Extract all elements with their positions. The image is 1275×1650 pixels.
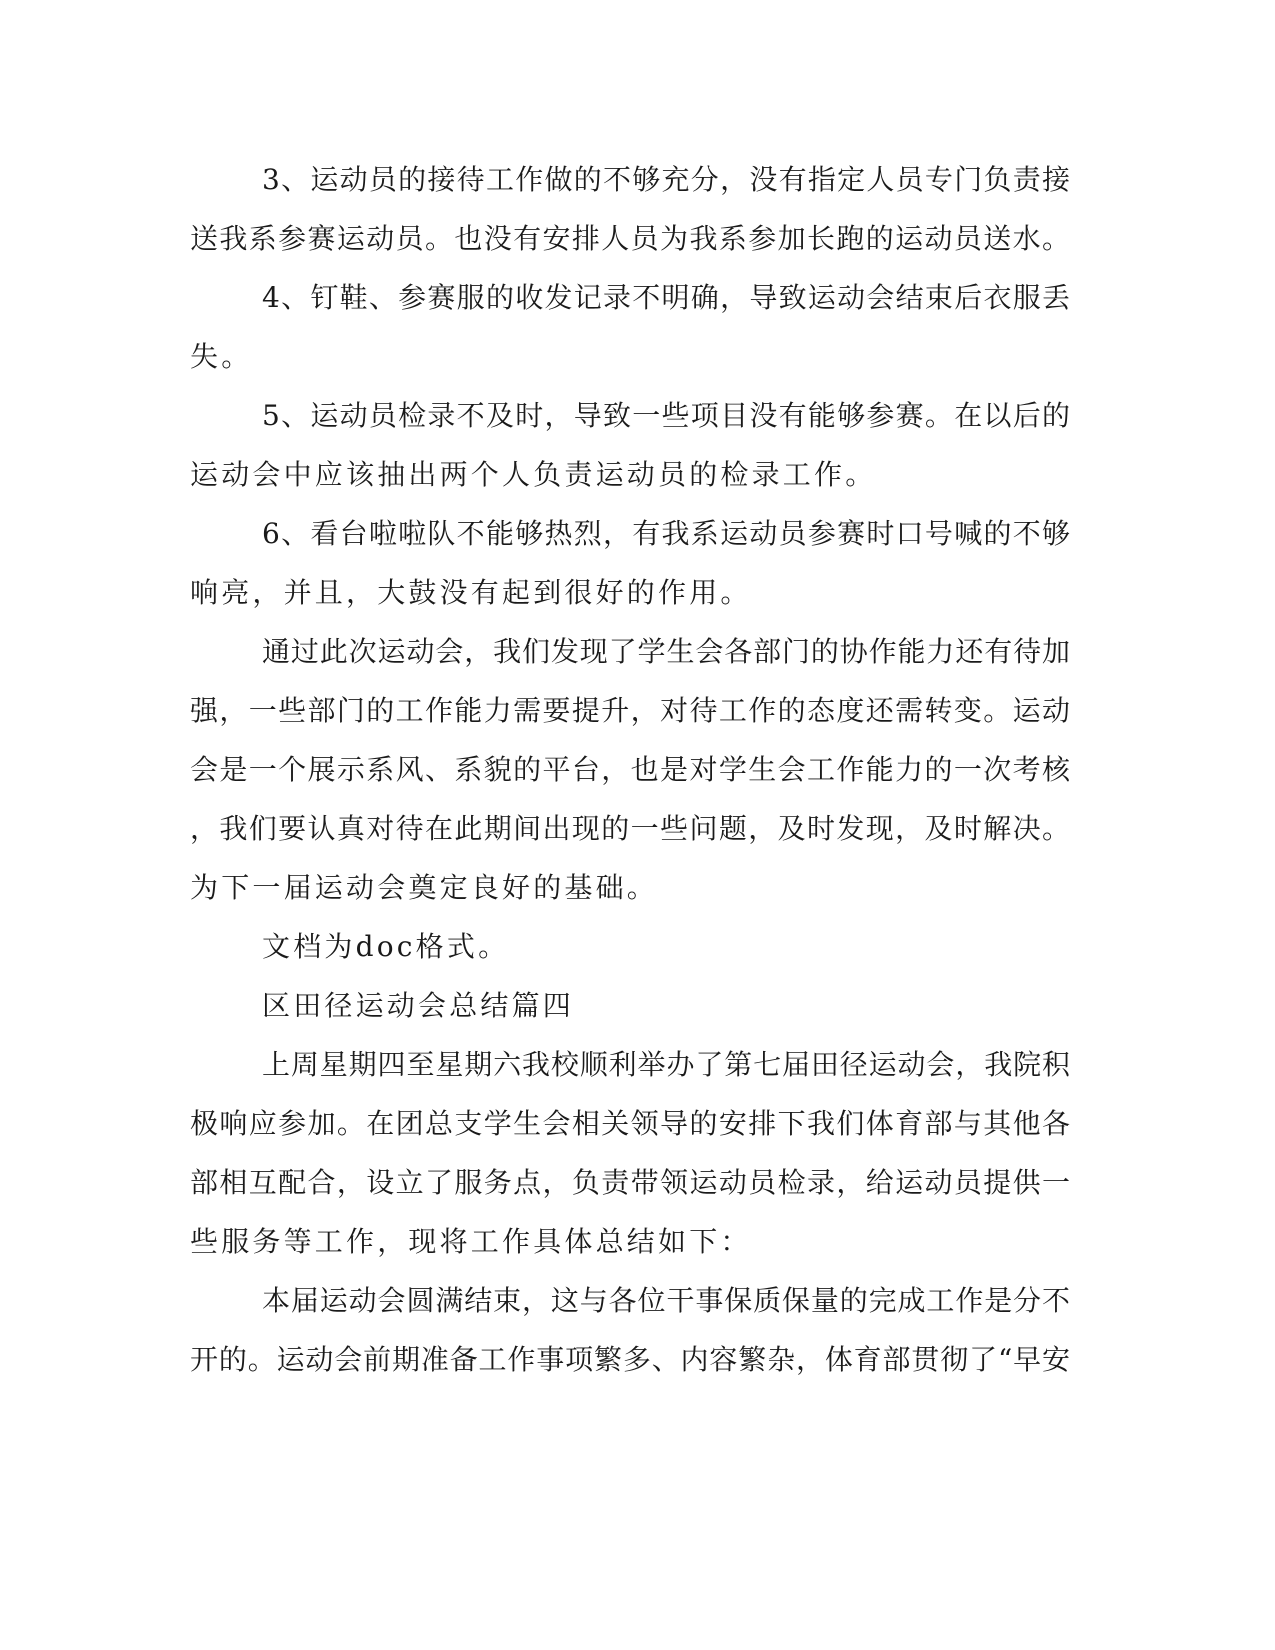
paragraph-summary-line-1: 通过此次运动会，我们发现了学生会各部门的协作能力还有待加: [262, 635, 1070, 668]
paragraph-item-3-line-2: 送我系参赛运动员。也没有安排人员为我系参加长跑的运动员送水。: [190, 222, 1070, 255]
paragraph-item-3-line-1: 3、运动员的接待工作做的不够充分，没有指定人员专门负责接: [262, 163, 1070, 196]
format-note: 文档为doc格式。: [262, 930, 510, 963]
paragraph-intro-line-4: 些服务等工作，现将工作具体总结如下：: [190, 1225, 752, 1258]
section-title: 区田径运动会总结篇四: [262, 989, 575, 1022]
paragraph-item-6-line-1: 6、看台啦啦队不能够热烈，有我系运动员参赛时口号喊的不够: [262, 517, 1070, 550]
paragraph-summary-line-4: ，我们要认真对待在此期间出现的一些问题，及时发现，及时解决。: [190, 812, 1070, 845]
paragraph-intro-line-3: 部相互配合，设立了服务点，负责带领运动员检录，给运动员提供一: [190, 1166, 1070, 1199]
paragraph-item-5-line-2: 运动会中应该抽出两个人负责运动员的检录工作。: [190, 458, 877, 491]
paragraph-closing-line-2: 开的。运动会前期准备工作事项繁多、内容繁杂，体育部贯彻了“早安: [190, 1343, 1070, 1376]
paragraph-item-6-line-2: 响亮，并且，大鼓没有起到很好的作用。: [190, 576, 752, 609]
paragraph-item-4-line-2: 失。: [190, 340, 253, 373]
paragraph-summary-line-5: 为下一届运动会奠定良好的基础。: [190, 871, 659, 904]
paragraph-item-4-line-1: 4、钉鞋、参赛服的收发记录不明确，导致运动会结束后衣服丢: [262, 281, 1070, 314]
paragraph-intro-line-1: 上周星期四至星期六我校顺利举办了第七届田径运动会，我院积: [262, 1048, 1070, 1081]
paragraph-intro-line-2: 极响应参加。在团总支学生会相关领导的安排下我们体育部与其他各: [190, 1107, 1070, 1140]
paragraph-summary-line-2: 强，一些部门的工作能力需要提升，对待工作的态度还需转变。运动: [190, 694, 1070, 727]
paragraph-item-5-line-1: 5、运动员检录不及时，导致一些项目没有能够参赛。在以后的: [262, 399, 1070, 432]
paragraph-summary-line-3: 会是一个展示系风、系貌的平台，也是对学生会工作能力的一次考核: [190, 753, 1070, 786]
paragraph-closing-line-1: 本届运动会圆满结束，这与各位干事保质保量的完成工作是分不: [262, 1284, 1070, 1317]
